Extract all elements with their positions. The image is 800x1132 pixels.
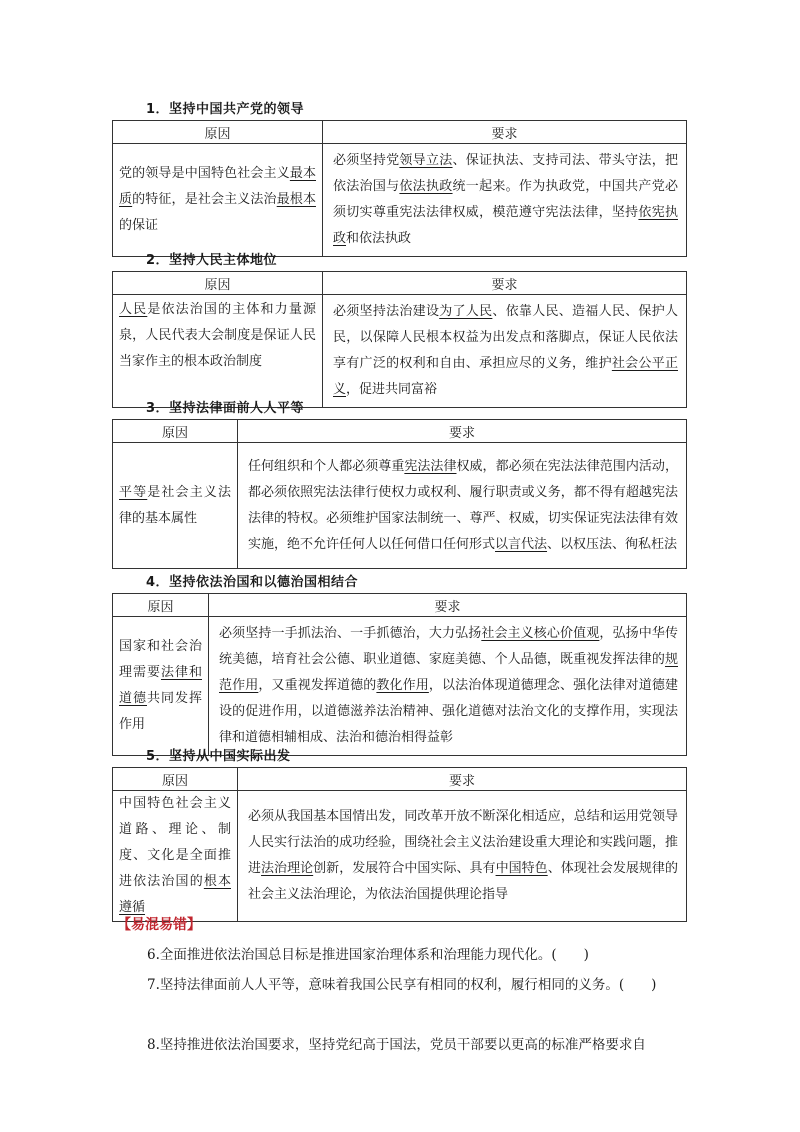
table-row [113, 144, 687, 257]
reason-requirement-table [112, 419, 687, 569]
section-title: 4．坚持依法治国和以德治国相结合 [146, 575, 359, 590]
header-reason: 原因 [113, 768, 238, 791]
text-segment: 的特征，是社会主义法治 [132, 192, 277, 207]
table-header-row [113, 594, 687, 617]
key-term: 法治理论 [261, 861, 314, 876]
text-segment: 统一起来。作为执政党，中国共产党必须切实尊重宪法法律权威，模范遵守宪法法律，坚持 [333, 179, 678, 220]
section-title: 1．坚持中国共产党的领导 [146, 102, 305, 117]
text-segment: 必须坚持党 [333, 153, 400, 168]
text-segment: 国家和社会治理需要 [119, 639, 202, 680]
text-segment: ，促进共同富裕 [346, 382, 438, 397]
key-term: 依法执政 [399, 179, 453, 194]
requirement-cell [238, 443, 687, 569]
text-segment: 必须坚持一手抓法治、一手抓德治，大力弘扬 [219, 626, 482, 641]
reason-cell [113, 295, 323, 408]
text-segment: 中国特色社会主义道路、理论、制度、文化是全面推进依法治国的 [119, 796, 231, 889]
header-requirement: 要求 [209, 594, 687, 617]
text-segment: 和依法执政 [346, 231, 412, 246]
key-term: 社会主义核心价值观 [481, 626, 600, 641]
header-requirement: 要求 [323, 272, 687, 295]
text-segment: 、以权压法、徇私枉法 [547, 536, 678, 552]
text-segment: 共同发挥作用 [119, 691, 202, 732]
text-segment: 、保证执法、支持司法、带头守法，把依法治国与 [333, 153, 678, 194]
text-segment: 是社会主义法律的基本属性 [119, 484, 231, 526]
requirement-cell [238, 791, 687, 922]
table-header-row [113, 121, 687, 144]
section-title: 3．坚持法律面前人人平等 [146, 401, 305, 416]
header-requirement: 要求 [238, 420, 687, 443]
table-row [113, 617, 687, 756]
text-segment: 创新，发展符合中国实际、具有 [313, 861, 496, 876]
key-term: 人民 [119, 302, 148, 317]
key-term: 平等 [119, 484, 148, 500]
key-term: 领导立法 [399, 153, 453, 168]
section-title: 2．坚持人民主体地位 [146, 253, 278, 268]
question-item: 6.全面推进依法治国总目标是推进国家治理体系和治理能力现代化。( ) [147, 947, 589, 963]
table-header-row [113, 768, 687, 791]
text-segment: 权威，都必须在宪法法律范围内活动，都必须依照宪法法律行使权力或权利、履行职责或义务，都不得有超越宪法法律的特权。必须维护国家法制统一、尊严、权威，切实保证宪法法律有效实施，绝不允许任何人以任何借口任何形式 [248, 458, 678, 552]
text-segment: 是依法治国的主体和力量源泉，人民代表大会制度是保证人民当家作主的根本政治制度 [119, 302, 316, 369]
header-requirement: 要求 [238, 768, 687, 791]
reason-cell [113, 144, 323, 257]
text-segment: 党的领导是中国特色社会主义 [119, 166, 290, 181]
table-row [113, 443, 687, 569]
text-segment: 必须从我国基本国情出发，同改革开放不断深化相适应，总结和运用党领导人民实行法治的成功经验，围绕社会主义法治建设重大理论和实践问题，推进 [248, 809, 678, 876]
key-term: 中国特色 [495, 861, 548, 876]
key-term: 依宪执政 [333, 205, 678, 246]
text-segment: 、依靠人民、造福人民、保护人民，以保障人民根本权益为出发点和落脚点，保证人民依法享有广泛的权利和自由、承担应尽的义务，维护 [333, 304, 678, 371]
key-term: 社会公平正义 [333, 356, 678, 397]
table-row [113, 295, 687, 408]
text-segment: ，以法治体现道德理念、强化法律对道德建设的促进作用，以道德滋养法治精神、强化道德对法治文化的支撑作用，实现法律和道德相辅相成、法治和德治相得益彰 [219, 678, 678, 745]
table-header-row [113, 272, 687, 295]
key-term: 规范作用 [219, 652, 678, 693]
table-header-row [113, 420, 687, 443]
text-segment: 任何组织和个人都必须尊重 [248, 458, 405, 474]
easily-confused-tag: 【易混易错】 [117, 917, 201, 933]
question-item: 8.坚持推进依法治国要求，坚持党纪高于国法，党员干部要以更高的标准严格要求自 [147, 1037, 646, 1053]
key-term: 以言代法 [495, 536, 548, 552]
reason-cell [113, 443, 238, 569]
reason-requirement-table [112, 120, 687, 257]
text-segment: ，又重视发挥道德的 [258, 678, 377, 693]
key-term: 宪法法律 [404, 458, 457, 474]
question-item: 7.坚持法律面前人人平等，意味着我国公民享有相同的权利，履行相同的义务。( ) [147, 977, 657, 993]
key-term: 法律和道德 [119, 665, 202, 706]
key-term: 根本遵循 [119, 874, 231, 915]
key-term: 教化作用 [376, 678, 429, 693]
reason-cell [113, 791, 238, 922]
requirement-cell [323, 144, 687, 257]
text-segment: ，弘扬中华传统美德，培育社会公德、职业道德、家庭美德、个人品德，既重视发挥法律的 [219, 626, 678, 667]
header-reason: 原因 [113, 121, 323, 144]
header-reason: 原因 [113, 420, 238, 443]
reason-requirement-table [112, 271, 687, 408]
section-title: 5．坚持从中国实际出发 [146, 749, 291, 764]
reason-cell [113, 617, 209, 756]
text-segment: 、体现社会发展规律的社会主义法治理论，为依法治国提供理论指导 [248, 861, 678, 902]
requirement-cell [209, 617, 687, 756]
text-segment: 的保证 [119, 218, 159, 233]
reason-requirement-table [112, 593, 687, 756]
header-requirement: 要求 [323, 121, 687, 144]
requirement-cell [323, 295, 687, 408]
reason-requirement-table [112, 767, 687, 922]
header-reason: 原因 [113, 594, 209, 617]
key-term: 最根本 [276, 192, 316, 207]
table-row [113, 791, 687, 922]
header-reason: 原因 [113, 272, 323, 295]
key-term: 为了人民 [439, 304, 493, 319]
key-term: 最本质 [119, 166, 316, 207]
text-segment: 必须坚持法治建设 [333, 304, 440, 319]
